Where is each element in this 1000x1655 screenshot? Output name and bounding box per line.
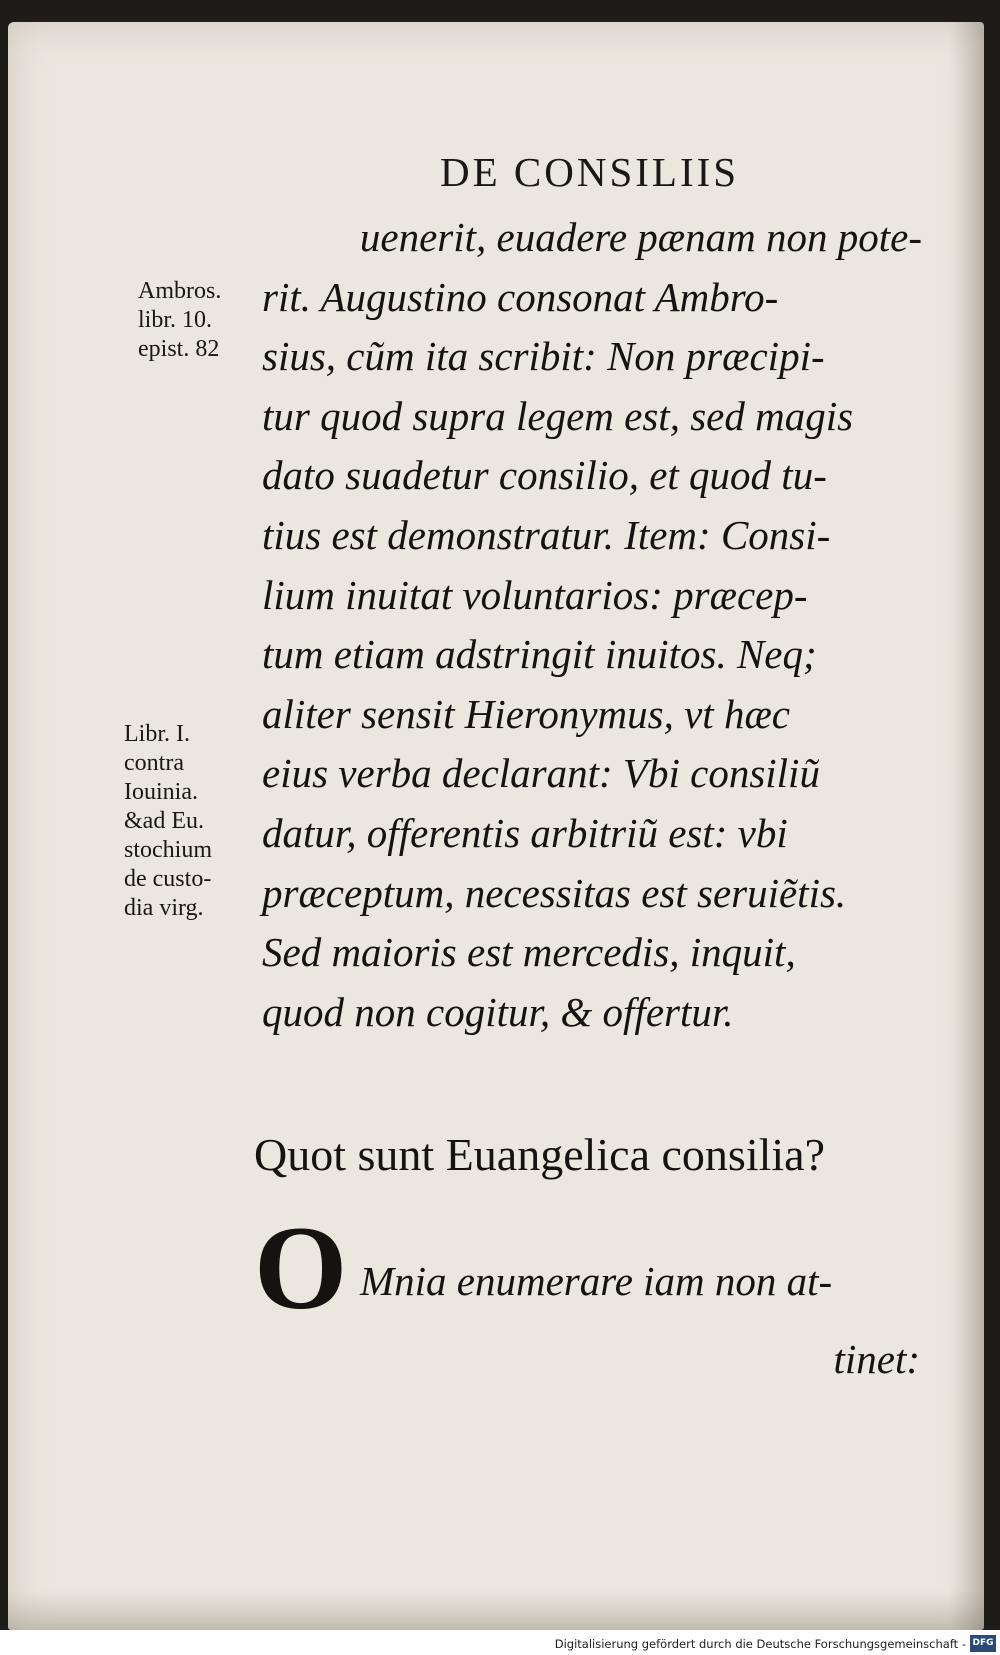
marginal-line: &ad Eu. — [124, 808, 204, 834]
text-line: quod non cogitur, & offertur. — [262, 988, 734, 1035]
text-line: tur quod supra legem est, sed magis — [262, 392, 854, 439]
answer-text — [360, 1242, 920, 1398]
marginal-note-jerome — [124, 720, 212, 923]
marginal-line: dia virg. — [124, 895, 204, 921]
text-line: tum etiam adstringit inuitos. Neq; — [262, 631, 817, 678]
footer-bar — [0, 1630, 1000, 1655]
marginal-line: Ambros. — [138, 278, 222, 304]
text-line: rit. Augustino consonat Ambro- — [262, 273, 779, 320]
marginal-line: de custo- — [124, 866, 212, 892]
text-line: dato suadetur consilio, et quod tu- — [262, 452, 827, 499]
text-line: tius est demonstratur. Item: Consi- — [262, 511, 831, 558]
text-line: aliter sensit Hieronymus, vt hæc — [262, 690, 790, 737]
text-line: lium inuitat voluntarios: præcep- — [262, 571, 808, 618]
marginal-line: libr. 10. — [138, 307, 213, 333]
text-line: Sed maioris est mercedis, inquit, — [262, 929, 796, 976]
marginal-line: stochium — [124, 837, 212, 863]
marginal-line: epist. 82 — [138, 336, 220, 362]
body-text — [262, 208, 922, 1042]
dfg-logo-icon: DFG — [970, 1635, 996, 1652]
text-line: uenerit, euadere pænam non pote- — [359, 214, 922, 260]
page-bottom-shadow — [8, 1590, 984, 1630]
text-line: tinet: — [833, 1336, 920, 1382]
drop-cap-initial: O — [254, 1201, 348, 1334]
section-question: Quot sunt Euangelica consilia? — [254, 1129, 826, 1180]
text-line: præceptum, necessitas est seruiẽtis. — [262, 869, 847, 916]
marginal-line: Iouinia. — [124, 779, 198, 805]
marginal-line: contra — [124, 750, 184, 776]
text-line: eius verba declarant: Vbi consiliũ — [262, 750, 820, 797]
footer-credit: Digitalisierung gefördert durch die Deutsche Forschungsgemeinschaft - — [554, 1637, 966, 1651]
marginal-line: Libr. I. — [124, 721, 190, 747]
text-line: Mnia enumerare iam non at- — [360, 1258, 833, 1304]
page-edge-shadow — [950, 22, 984, 1630]
marginal-note-ambrose — [138, 277, 221, 364]
text-line: datur, offerentis arbitriũ est: vbi — [262, 809, 788, 856]
running-head: DE CONSILIIS — [440, 149, 740, 195]
text-line: sius, cũm ita scribit: Non præcipi- — [262, 333, 825, 380]
